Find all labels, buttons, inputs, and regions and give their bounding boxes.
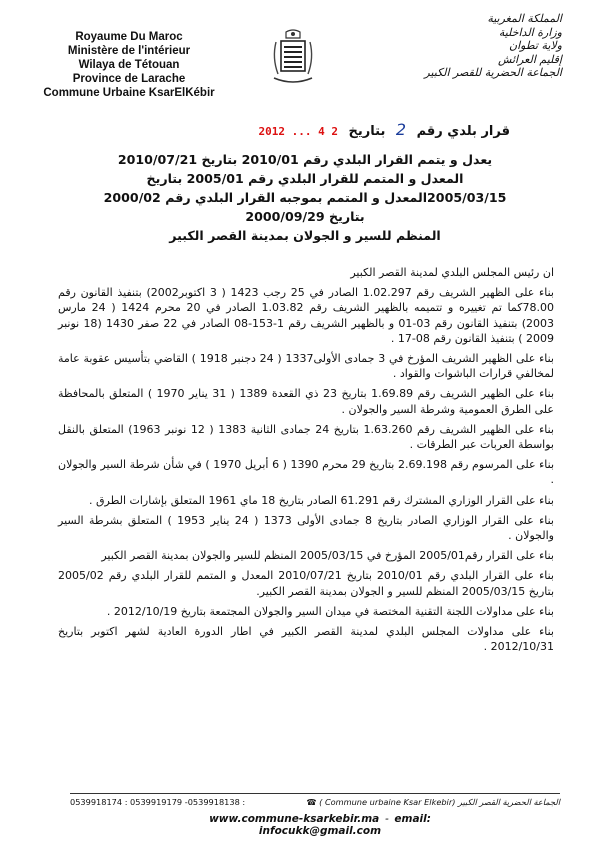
whereas-paragraph: بناء على مداولات اللجنة التقنية المختصة في ميدان السير والجولان المجتمعة بتاريخ 2012/10/19 . [106,604,554,618]
whereas-paragraph: بناء على الظهير الشريف رقم 1.63.260 بتاريخ 24 جمادى الثانية 1383 ( 12 نونبر 1963) المتعلق بالنقل بواسطة العربات عبر الطرقات . [58,422,554,452]
decision-number-handwritten: 2 [395,120,407,139]
email-link[interactable]: infocukk@gmail.com [258,825,382,837]
header-ar-line: وزارة الداخلية [498,25,562,39]
footer-commune-ar: الجماعة الحضرية القصر الكبير [458,797,560,807]
title-line: المعدل و المتمم للقرار البلدي رقم 2005/01 بتاريخ [146,171,464,186]
header-fr-line: Province de Larache [72,73,186,85]
header-ar-line: المملكة المغربية [487,12,562,25]
whereas-paragraph: بناء على مداولات المجلس البلدي لمدينة القصر الكبير في اطار الدورة العادية لشهر اكتوبر بتاريخ 2012/10/31 . [58,625,554,654]
title-line: يعدل و يتمم القرار البلدي رقم 2010/01 بتاريخ 2010/07/21 [117,152,493,167]
footer-web: www.commune-ksarkebir.ma - email: infocukk@gmail.com [209,813,431,837]
phone-fax-icon: ☎ [306,797,317,807]
header-fr-line: Commune Urbaine KsarElKébir [43,87,215,99]
whereas-paragraph: بناء على الظهير الشريف رقم 1.02.297 الصادر في 25 رجب 1423 ( 3 اكتوبر2002) بتنفيذ القانون رقم 78.00كما تم تغييره و تتميمه بالظهير الشريف رقم 1.03.82 الصادر في 20 محرم 1424 ( 24 مارس 2003) بتنفيذ القانون رقم 03-01 و بالظهير الشريف رقم 1-153-08 الصادر في 22 صفر 1430 (18 نونبر 2009 ) بتنفيذ القانون رقم 08-17 . [58,286,554,345]
title-line: المنظم للسير و الجولان بمدينة القصر الكبير [169,228,441,243]
document-body [58,265,554,659]
decision-label: قرار بلدي رقم [416,124,510,139]
website-link[interactable]: www.commune-ksarkebir.ma [209,813,380,825]
decision-date-label: بتاريخ [348,124,386,139]
date-stamp: 2 4 ... 2012 [258,125,338,138]
header-ar-line: إقليم العرائش [497,52,562,66]
email-label: email: [394,813,431,825]
coat-of-arms-icon [268,28,318,90]
whereas-paragraph: بناء على القرار الوزاري المشترك رقم 61.291 الصادر بتاريخ 18 ماي 1961 المتعلق بإشارات الطرق . [89,493,554,507]
preamble: ان رئيس المجلس البلدي لمدينة القصر الكبير [350,266,554,279]
header-arabic [372,12,562,80]
footer-phones: 0539918174 : 0539919179 -0539918138 : [70,797,246,807]
header-ar-line: ولاية تطوان [509,39,562,52]
whereas-paragraph: بناء على الظهير الشريف رقم 1.69.89 بتاريخ 23 ذي القعدة 1389 ( 31 يناير 1970 ) المتعلق بالمحافظة على الطرق العمومية وشرطة السير والجولان . [58,387,555,416]
decision-number [130,120,510,139]
whereas-paragraph: بناء على القرار رقم2005/01 المؤرخ في 2005/03/15 المنظم للسير والجولان بمدينة القصر الكبير [101,549,554,563]
header-fr-line: Wilaya de Tétouan [78,59,180,71]
footer-contacts [70,797,560,807]
header-fr-line: Royaume Du Maroc [75,31,183,43]
title-line: 2005/03/15المعدل و المتمم بموجبه القرار البلدي رقم 2000/02 [103,190,507,205]
whereas-paragraph: بناء على القرار الوزاري الصادر بتاريخ 8 جمادى الأولى 1373 ( 24 يناير 1953 ) المتعلق بشرطة السير والجولان . [58,513,554,543]
whereas-paragraph: بناء على الظهير الشريف المؤرخ في 3 جمادى الأولى1337 ( 24 دجنبر 1918 ) القاضي بتأسيس عقوبة عامة لمخالفي قرارات الباشوات والقواد . [58,352,554,381]
whereas-paragraph: بناء على القرار البلدي رقم 2010/01 بتاريخ 2010/07/21 المعدل و المتمم للقرار البلدي رقم 2005/02 بتاريخ 2005/03/15 المنظم للسير و الجولان بمدينة القصر الكبير. [58,569,554,598]
footer-divider [70,793,560,794]
header-fr-line: Ministère de l'intérieur [67,45,191,57]
document-title [60,150,550,245]
header-french [38,30,220,100]
whereas-paragraph: بناء على المرسوم رقم 2.69.198 بتاريخ 29 محرم 1390 ( 6 أبريل 1970 ) في شأن شرطة السير والجولان . [58,458,555,487]
footer-commune-fr: (Commune urbaine Ksar Elkebir ) [319,797,456,807]
title-line: بتاريخ 2000/09/29 [245,209,365,224]
header-ar-line: الجماعة الحضرية للقصر الكبير [424,66,562,79]
